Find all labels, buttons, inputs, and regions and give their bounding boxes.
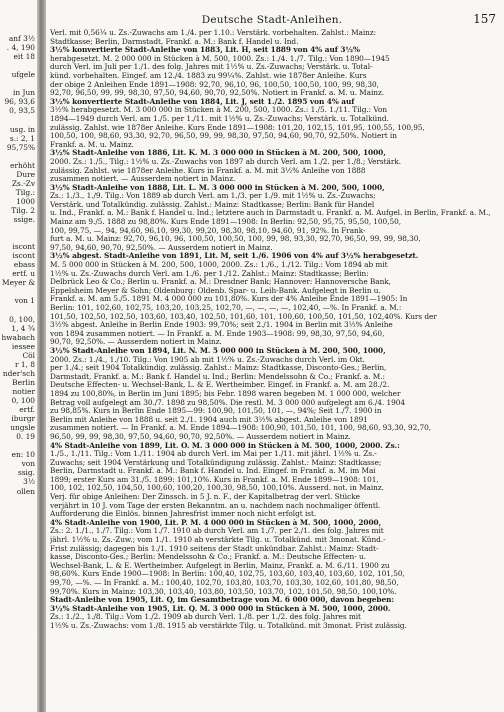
previous-page-fragment: von — [21, 459, 35, 469]
text-line: Zs.: 1./2., 1./8. Tilg.: Vom 1./2. 1909 ab durch Verl. 1./8. per 1./2. des folg. Jahres mit — [50, 613, 361, 622]
previous-page-fragment: iscont — [12, 251, 35, 261]
section-heading-line: 4% Stadt-Anleihe von 1900, Lit. P. M. 4 000 000 in Stücken à M. 500, 1000, 2000, — [50, 518, 382, 527]
text-line: 90,70, 92,50%. — Ausserdem notiert in Mainz. — [50, 338, 222, 347]
text-line: 98,60%. Kurs Ende 1900—1908: In Berlin: 100,40, 102,75, 103,60, 103,40, 103,60, 102, 101,50, — [50, 570, 405, 579]
previous-page-fragment: iessee — [11, 341, 35, 351]
previous-page-fragment: Berlin — [12, 377, 35, 387]
previous-page-fragment: ertf. — [19, 405, 35, 415]
text-line: 1½% u. Zs.-Zuwachs: vom 1./8. 1915 ab verstärkte Tilg. u. Totalkünd. mit 3monat. Frist zulässig. — [50, 621, 407, 630]
text-line: zusammen notiert. — In Frankf. a. M. Ende 1894—1908: 100,90, 101,50, 101, 100, 98,60, 93,30, 92,70, — [50, 424, 432, 433]
text-line: 101,50, 102,50, 102,50, 103,60, 103,40, 102,50, 101,60, 101, 100,60, 100,50, 101,50, 102,40%. Kurs der — [50, 312, 437, 321]
previous-page-fragment: Tilg.: — [15, 187, 35, 197]
text-line: 1899; erster Kurs am 31./5. 1899: 101,10%. Kurs in Frankf. a. M. Ende 1899—1908: 101, — [50, 475, 379, 484]
previous-page-fragment: iscont — [12, 242, 35, 252]
text-line: zulässig. Zahlst. wie 1878er Anleihe. Kurs Ende 1891—1908: 101,20, 102,15, 101,95, 100,55, 100,95, — [50, 123, 425, 132]
text-line: Frankf. a. M. am 5./5. 1891 M. 4 000 000 zu 101,80%. Kurs der 4% Anleihe Ende 1891—1905: In — [50, 295, 408, 304]
text-line: Zs.: 2. 1./1., 1./7. Tilg.: Vom 1./7. 1910 ab durch Verl. am 1./7. per 2./1. des folg. Jahres mit — [50, 527, 384, 536]
text-line: zu 98,85%. Kurs in Berlin Ende 1895—99: 100,90, 101,50, 101, —, 94%; Seit 1./7. 1900 in — [50, 407, 382, 416]
text-line: 99,70%. Kurs in Mainz: 103,30, 103,40, 103,80, 103,50, 103,70, 102, 101,50, 98,50, 100,10%. — [50, 587, 397, 596]
text-line: 1894—1949 durch Verl. am 1./5. per 1./11. mit 1½% u. Zs.-Zuwachs; Verstärk. u. Totalkünd. — [50, 114, 389, 123]
previous-page-fragment: 1000 — [16, 196, 35, 206]
previous-page-fragment: Dure — [16, 169, 35, 179]
previous-page-fragment: 0, 100, — [9, 314, 35, 324]
text-line: Aufforderung die Einlös. binnen Jahresfrist immer noch nicht erfolgt ist. — [50, 510, 317, 519]
previous-page-fragment: ufgele — [11, 70, 35, 80]
previous-page-fragment: usg. in — [9, 124, 35, 134]
text-line: Deutsche Effecten- u. Wechsel-Bank, L. & E. Wertheimber. Eingef. in Frankf. a. M. am 28./2. — [50, 381, 390, 390]
text-line: kasse, Disconto-Ges.; Berlin: Mendelssohn & Co.; Frankf. a. M.: Deutsche Effecten- u. — [50, 553, 366, 562]
text-line: M. 5 000 000 in Stücken à M. 200, 500, 1000, 2000. Zs.: 1./6., 1./12. Tilg.: Vom 1894 ab mit — [50, 261, 388, 270]
text-line: 2000. Zs.: 1./5., Tilg.: 1½% u. Zs.-Zuwachs von 1897 ab durch Verl. am 1./2. per 1./8.; Verstärk. — [50, 157, 402, 166]
previous-page-fragment: s.: 2, 1 — [9, 133, 35, 143]
page-title: Deutsche Stadt-Anleihen. — [201, 14, 343, 26]
text-line: 2000. Zs.: 1./4., 1./10. Tilg.: Von 1905 ab mit 1½% u. Zs.-Zuwachs durch Verl. im Okt. — [50, 355, 365, 364]
text-line: herabgesetzt. M. 2 000 000 in Stücken à M. 500, 1000. Zs.: 1./4. 1./7. Tilg.: Von 1890—1945 — [50, 54, 390, 63]
text-line: Zuwachs; seit 1904 Verstärkung und Totalkündigung zulässig. Zahlst.: Mainz: Stadtkasse; — [50, 458, 382, 467]
page-number: 157 — [473, 12, 496, 26]
text-line: Zs.: 1./3., 1./9. Tilg.: Von 1889 ab durch Verl. am 1./3. per 1./9. mit 1½% u. Zs.-Zuwachs; — [50, 192, 376, 201]
section-heading-line: 4% Stadt-Anleihe von 1899, Lit. O. M. 3 000 000 in Stücken à M. 500, 1000, 2000. Zs.: — [50, 441, 400, 450]
text-line: Berlin: 101, 102,60, 102,75, 103,20, 103,25, 102,70, —, —, —, —, 102,40, —%. In Frankf. a. M.: — [50, 304, 402, 312]
previous-page-fragment: en: 10 — [11, 450, 35, 460]
previous-page-fragment: ungsle — [10, 423, 35, 433]
text-line: furt a. M. u. Mainz: 92,70, 96,10, 96, 100,50, 100,50, 100, 99, 98, 93,30, 92,70, 96,50, 99, 99, 98,30, — [50, 235, 421, 244]
text-line: Betrag voll aufgelegt am 30./7. 1898 zu 98,50%. Die restl. M. 3 000 000 aufgelegt am 6./4. 1904 — [50, 398, 405, 407]
previous-page-fragment: von 1 — [14, 296, 35, 306]
text-line: 100,50, 100, 98,60, 93,30, 92,70, 96,50, 99, 99, 98,30, 97,50, 94,60, 90,70, 92,50%. Notiert in — [50, 132, 397, 141]
section-heading-line: 3½% konvertierte Stadt-Anleihe von 1884, Lit. J, seit 1./2. 1895 von 4% auf — [50, 97, 355, 106]
page-header — [46, 8, 498, 28]
previous-page-fragment: 0, 93,5 — [9, 106, 35, 116]
text-line: 1./5., 1./11. Tilg.: Vom 1./11. 1904 ab durch Verl. im Mai per 1./11. mit jährl. 1½% u. Zs.- — [50, 450, 377, 459]
section-heading-line: 3½% Stadt-Anleihe von 1888, Lit. L. M. 3 000 000 in Stücken à M. 200, 500, 1000, — [50, 183, 385, 192]
text-line: 96,50, 99, 99, 98,30, 97,50, 94,60, 90,70, 92,50%. — Ausserdem notiert in Mainz. — [50, 432, 351, 441]
text-line: Verstärk. und Totalkündig. zulässig. Zahlst.: Mainz: Stadtkasse; Berlin: Bank für Handel — [50, 200, 375, 209]
text-line: Verl. mit 0,56¼ u. Zs.-Zuwachs am 1./4. per 1.10.: Verstärk. vorbehalten. Zahlst.: Mainz: — [50, 29, 377, 37]
text-line: 100, 99,75, —, 94, 94,60, 96,10, 99,30, 99,20, 98,30, 98,10, 94,60, 91, 92%. In Frank- — [50, 226, 366, 235]
section-heading-line: 3½% konvertierte Stadt-Anleihe von 1883, Lit. H, seit 1889 von 4% auf 3½% — [50, 46, 360, 55]
previous-page-fragment: ertf. u — [12, 269, 35, 279]
text-line: 100, 102, 102,50, 104,50, 100,60, 100,20, 100,30, 98,50, 100,10%. Ausserd. not. in Mainz. — [50, 484, 384, 493]
previous-page-fragment: ssig. — [17, 468, 35, 478]
page-body — [50, 29, 500, 631]
text-line: Frist zulässig; dagegen bis 1./1. 1910 seitens der Stadt unkündbar. Zahlst.: Mainz: Stadt- — [50, 544, 379, 553]
previous-page-fragment: 1, 4 ¾ — [11, 323, 35, 333]
text-line: 97,50, 94,60, 90,70, 92,50%. — Ausserdem notiert in Mainz. — [50, 243, 273, 252]
section-heading-line: Stadt-Anleihe von 1905, Lit. Q, im Gesamtbetrage von M. 6 000 000, davon begeben: — [50, 596, 395, 605]
book-gutter — [37, 0, 46, 712]
previous-page-fragment: 96, 93,6 — [4, 97, 35, 107]
previous-page-fragment: in Jun — [13, 88, 35, 98]
previous-page-fragment: Meyer & — [2, 278, 35, 288]
previous-page-fragment: 0. 19 — [16, 432, 35, 442]
previous-page-fragment: anf 3½ — [8, 34, 35, 43]
text-line: Frankf. a. M. u. Mainz. — [50, 140, 134, 149]
previous-page-fragment: ebass — [13, 260, 35, 270]
text-line: per 1./4.; seit 1904 Totalkündig. zulässig. Zahlst.: Mainz: Stadtkasse, Disconto-Ges.; Berlin, — [50, 364, 387, 373]
previous-page-edge — [0, 0, 37, 712]
section-heading-line: 3½% Stadt-Anleihe von 1894, Lit. N. M. 5 000 000 in Stücken à M. 200, 500, 1000, — [50, 346, 386, 355]
text-line: 1894 zu 100,80%, in Berlin im Juni 1895; bis Febr. 1898 waren begeben M. 1 000 000, welcher — [50, 389, 401, 398]
text-line: 1½% u. Zs.-Zuwachs durch Verl. am 1./6. per 1./12. Zahlst.: Mainz: Stadtkasse; Berlin: — [50, 269, 369, 278]
previous-page-fragment: ssige. — [13, 215, 35, 224]
previous-page-fragment: 95,75% — [6, 142, 35, 152]
previous-page-fragment: Cöl — [22, 350, 35, 360]
text-line: Mainz am 9./5. 1888 zu 98,80%. Kurs Ende 1891—1908: In Berlin: 92,50, 95,75, 95,50, 100,50, — [50, 218, 401, 227]
text-line: zusammen notiert. — Ausserdem notiert in Mainz. — [50, 175, 236, 184]
previous-page-fragment: r 1, 8 — [15, 359, 35, 369]
text-line: Delbrück Leo & Co.; Berlin u. Frankf. a. M.: Dresdner Bank; Hannover: Hannoversche Bank, — [50, 278, 391, 287]
previous-page-fragment: Tilg. 2 — [11, 205, 35, 215]
text-line: u. Ind., Frankf. a. M.: Bank f. Handel u. Ind.; letztere auch in Darmstadt u. Frankf. a. M. Aufgel. in Berlin, Frankf. a. M., — [50, 209, 491, 218]
previous-page-fragment: 3½ — [23, 477, 35, 487]
previous-page-fragment: Zs.-Zv — [11, 178, 35, 188]
text-line: jährl. 1½% u. Zs.-Zuw.; vom 1./1. 1910 ab verstärkte Tilg. u. Totalkünd. mit 3monat. Künd.- — [50, 536, 386, 545]
previous-page-fragment: notier — [12, 386, 35, 396]
previous-page-fragment: nder'sch — [2, 368, 35, 378]
text-line: Eppelsheim Meyer & Sohn; Oldenburg: Oldenb. Spar- u. Leih-Bank. Aufgelegt in Berlin u. — [50, 286, 381, 295]
text-line: von 1894 zusammen notiert. — In Frankf. a. M. Ende 1903—1908: 99, 98,30, 97,50, 94,60, — [50, 329, 385, 338]
text-line: 99,70, —%. — In Frankf. a. M.: 100,40, 102,70, 103,80, 103,70, 103,30, 102,60, 101,80, 98,50, — [50, 579, 399, 587]
section-heading-line: 3½% Stadt-Anleihe von 1886, Lit. K. M. 3 000 000 in Stücken à M. 200, 500, 1000, — [50, 149, 386, 158]
text-line: 3½% herabgesetzt. M. 3 000 000 in Stücken à M. 200, 500, 1000. Zs.: 1./5. 1./11. Tilg.: Von — [50, 106, 387, 115]
text-line: durch Verl. im Juli per 1./1. des folg. Jahres mit 1½% u. Zs.-Zuwachs; Verstärk. u. Total- — [50, 63, 373, 72]
text-line: Darmstadt, Frankf. a. M.: Bank f. Handel u. Ind.; Berlin: Mendelssohn & Co.; Frankf. a. M.: — [50, 372, 385, 381]
text-line: Verj. für obige Anleihen: Der Zinssch. in 5 J. n. F., der Kapitalbetrag der verl. Stücke — [50, 493, 360, 502]
text-line: Stadtkasse; Berlin, Darmstadt, Frankf. a. M.: Bank f. Handel u. Ind. — [50, 37, 299, 46]
previous-page-fragment: . 4, 190 — [6, 43, 35, 53]
previous-page-fragment: 0, 100 — [11, 396, 35, 405]
section-heading-line: 3½% abgest. Stadt-Anleihe von 1891, Lit. M, seit 1./6. 1906 von 4% auf 3½% herabgesetzt. — [50, 252, 419, 261]
section-heading-line: 3½% Stadt-Anleihe von 1905, Lit. Q. M. 3 000 000 in Stücken à M. 500, 1000, 2000. — [50, 604, 391, 613]
previous-page-fragment: hwabach — [1, 332, 35, 342]
text-line: Berlin mit Anleihe von 1888 u. seit 2./1. 1904 auch mit 3½% abgest. Anleihe von 1891 — [50, 415, 368, 424]
text-line: Berlin, Darmstadt u. Frankf. a. M.: Bank f. Handel u. Ind. Eingef. in Frankf. a. M. im Mai — [50, 467, 376, 476]
text-line: 92,70, 96,50, 99, 99, 98,30, 97,50, 94,60, 90,70, 92,50%. Notiert in Frankf. a. M. u. Mainz. — [50, 89, 385, 98]
previous-page-fragment: ollen — [16, 486, 35, 496]
previous-page-fragment: eit 18 — [13, 52, 35, 62]
text-line: zulässig. Zahlst. wie 1878er Anleihe. Kurs in Frankf. a. M. mit 3½% Anleihe von 1888 — [50, 166, 366, 175]
text-line: Wechsel-Bank, L. & E. Wertheimber. Aufgelegt in Berlin, Mainz, Frankf. a. M. 6./11. 1900 zu — [50, 561, 390, 570]
text-line: 3½% abgest. Anleihe in Berlin Ende 1903: 99,70%; seit 2./1. 1904 in Berlin mit 3½% Anleihe — [50, 321, 393, 330]
previous-page-fragment: erhöht — [10, 160, 35, 170]
text-line: verjährt in 10 J. vom Tage der ersten Bekanntm. an u. nachdem nach nochmaliger öffentl. — [50, 501, 381, 510]
text-line: künd. vorbehalten. Eingef. am 12./4. 1883 zu 99¼%. Zahlst. wie 1878er Anleihe. Kurs — [50, 71, 367, 80]
previous-page-fragment: iburgr — [11, 414, 35, 424]
text-line: der obige 2 Anleihen Ende 1891—1908: 92,70, 96,10, 96, 100,50, 100,50, 100, 99, 98,30, — [50, 80, 379, 89]
